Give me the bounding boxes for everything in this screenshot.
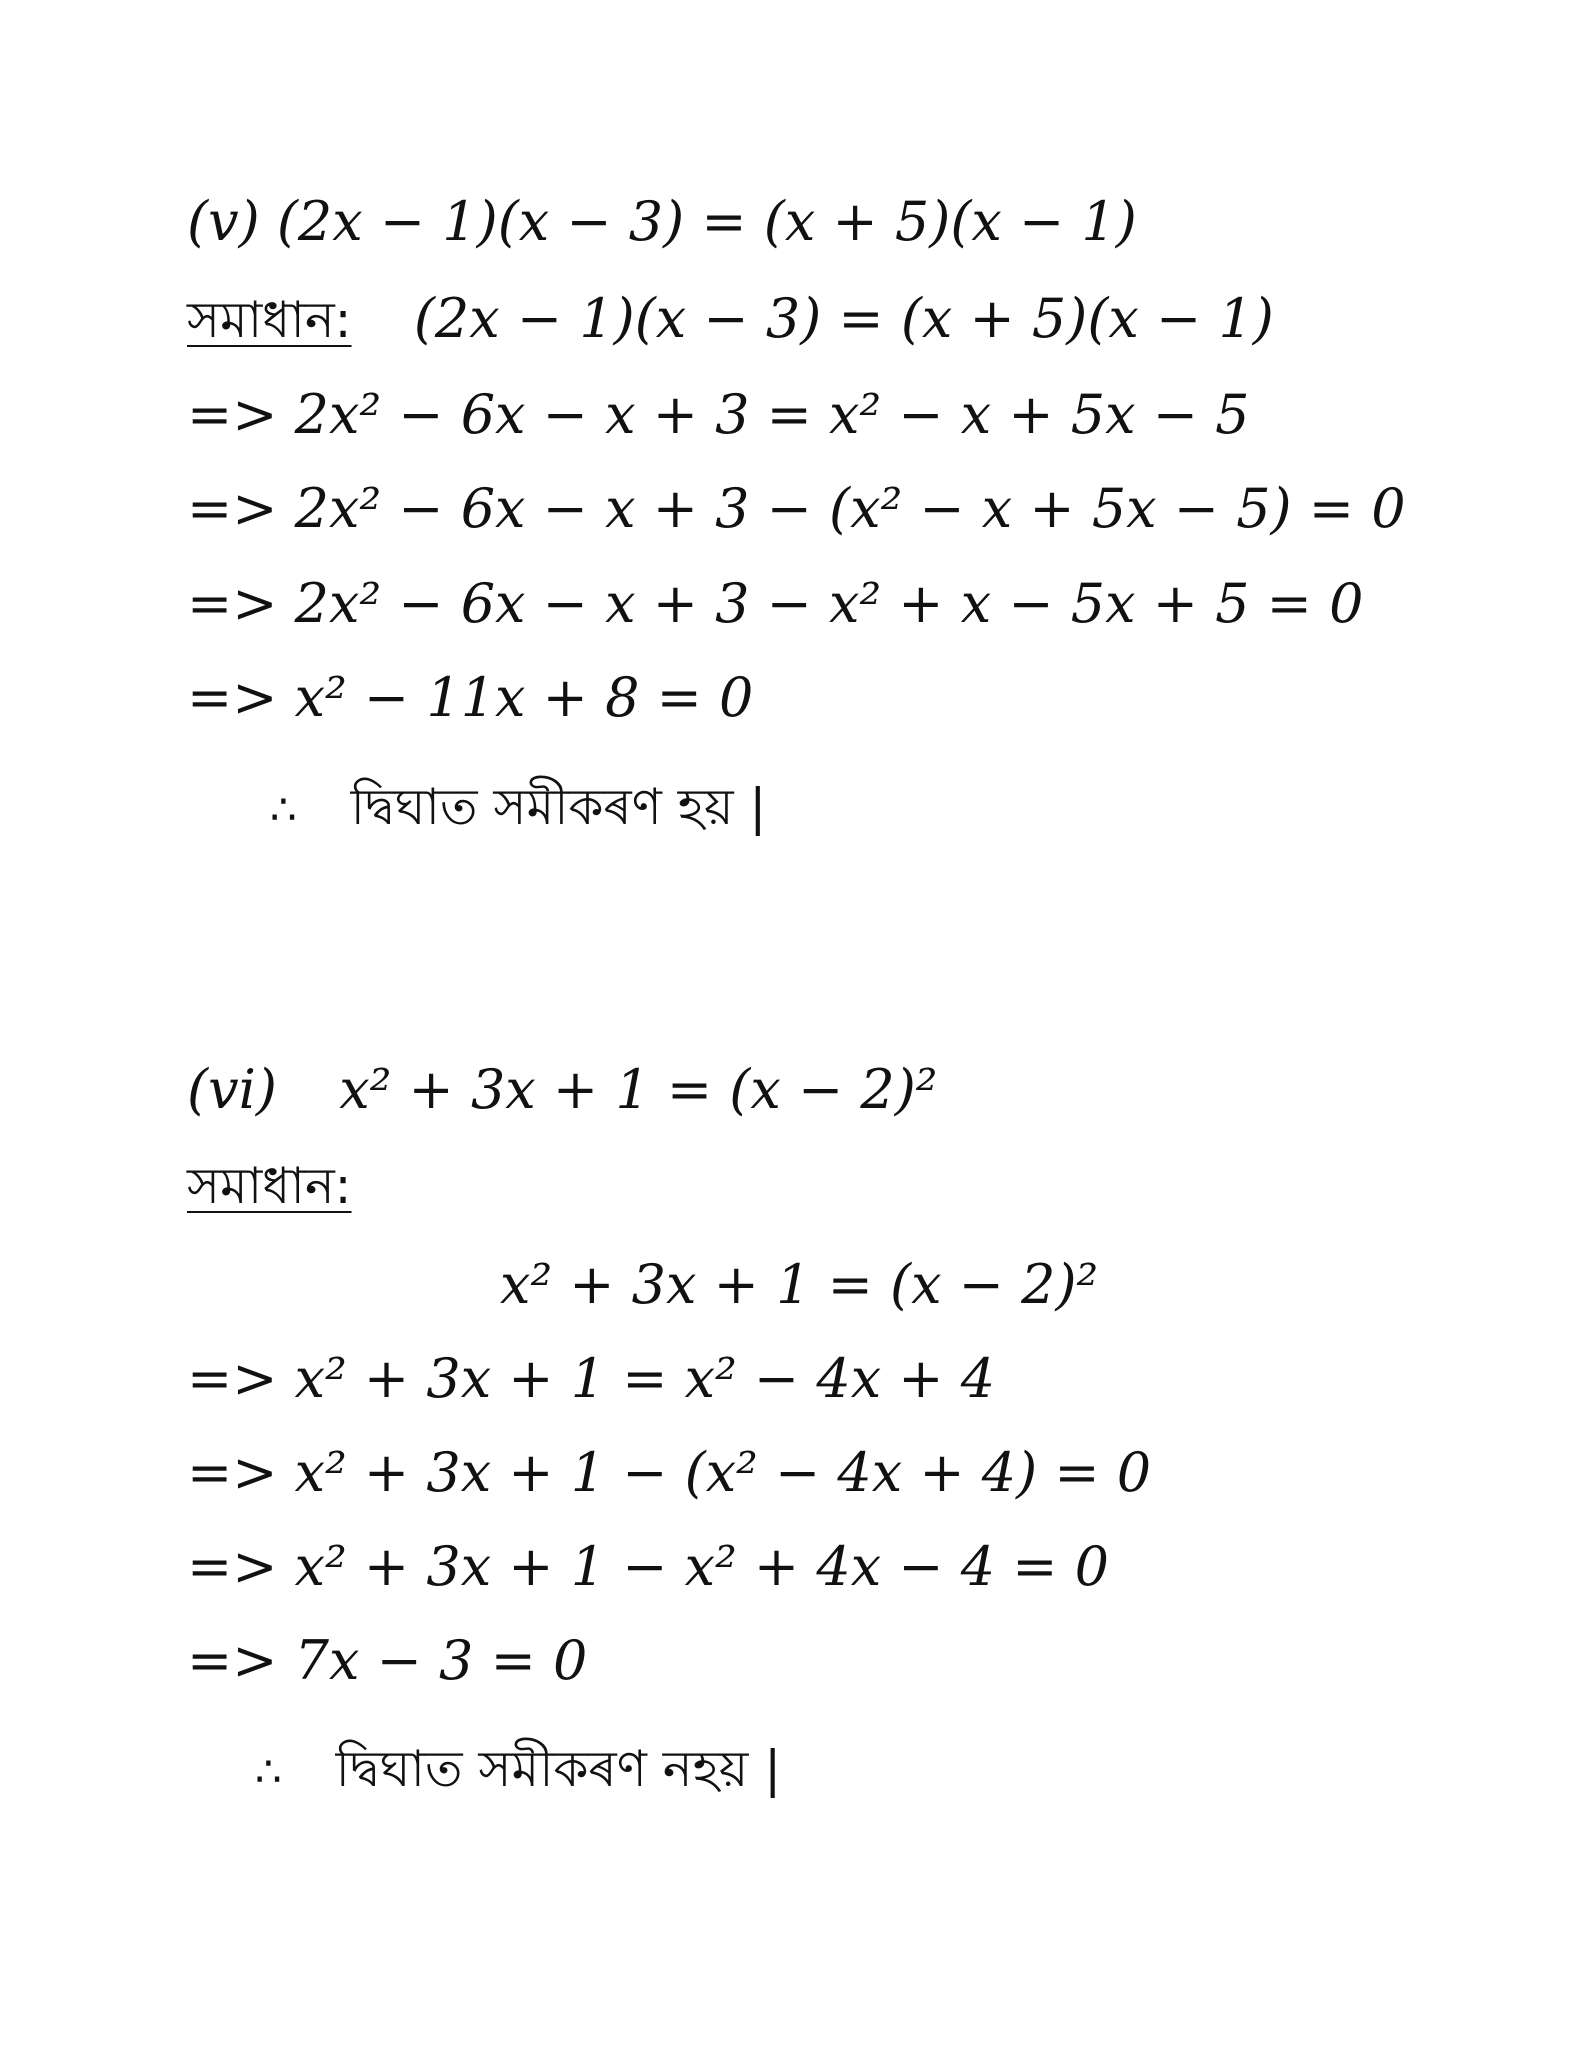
- problem-v-conclusion: [270, 775, 766, 842]
- problem-vi-statement: [187, 1058, 937, 1122]
- therefore-symbol: ∴: [270, 785, 297, 834]
- problem-v-equation: (2x − 1)(x − 3) = (x + 5)(x − 1): [276, 190, 1137, 253]
- problem-vi-restated-equation: x² + 3x + 1 = (x − 2)²: [500, 1253, 1099, 1316]
- problem-vi-step-1: => x² + 3x + 1 = x² − 4x + 4: [187, 1347, 996, 1410]
- problem-v-step-3: => 2x² − 6x − x + 3 − x² + x − 5x + 5 = 0: [187, 572, 1364, 635]
- problem-vi-conclusion-text: দ্বিঘাত সমীকৰণ নহয় |: [335, 1740, 782, 1798]
- problem-vi-step-4: => 7x − 3 = 0: [187, 1629, 588, 1692]
- problem-vi-solution-label: সমাধান:: [187, 1157, 352, 1215]
- problem-vi-step-3: => x² + 3x + 1 − x² + 4x − 4 = 0: [187, 1535, 1110, 1598]
- problem-vi-step-2: => x² + 3x + 1 − (x² − 4x + 4) = 0: [187, 1441, 1152, 1504]
- therefore-symbol: ∴: [255, 1747, 282, 1796]
- problem-vi-number: (vi): [187, 1058, 277, 1121]
- problem-vi-equation: x² + 3x + 1 = (x − 2)²: [339, 1058, 938, 1121]
- problem-v-step-1: => 2x² − 6x − x + 3 = x² − x + 5x − 5: [187, 383, 1250, 446]
- problem-vi-solution-line: [187, 1153, 352, 1218]
- problem-v-solution-label: সমাধান:: [187, 291, 352, 349]
- problem-v-step-4: => x² − 11x + 8 = 0: [187, 666, 754, 729]
- problem-v-step-2: => 2x² − 6x − x + 3 − (x² − x + 5x − 5) = 0: [187, 477, 1406, 540]
- problem-v-statement: [187, 190, 1137, 254]
- problem-v-solution-line: [187, 287, 1274, 352]
- problem-vi-conclusion: [255, 1737, 781, 1804]
- problem-v-conclusion-text: দ্বিঘাত সমীকৰণ হয় |: [350, 778, 767, 836]
- problem-v-number: (v): [187, 190, 260, 253]
- problem-v-restated-equation: (2x − 1)(x − 3) = (x + 5)(x − 1): [413, 287, 1274, 350]
